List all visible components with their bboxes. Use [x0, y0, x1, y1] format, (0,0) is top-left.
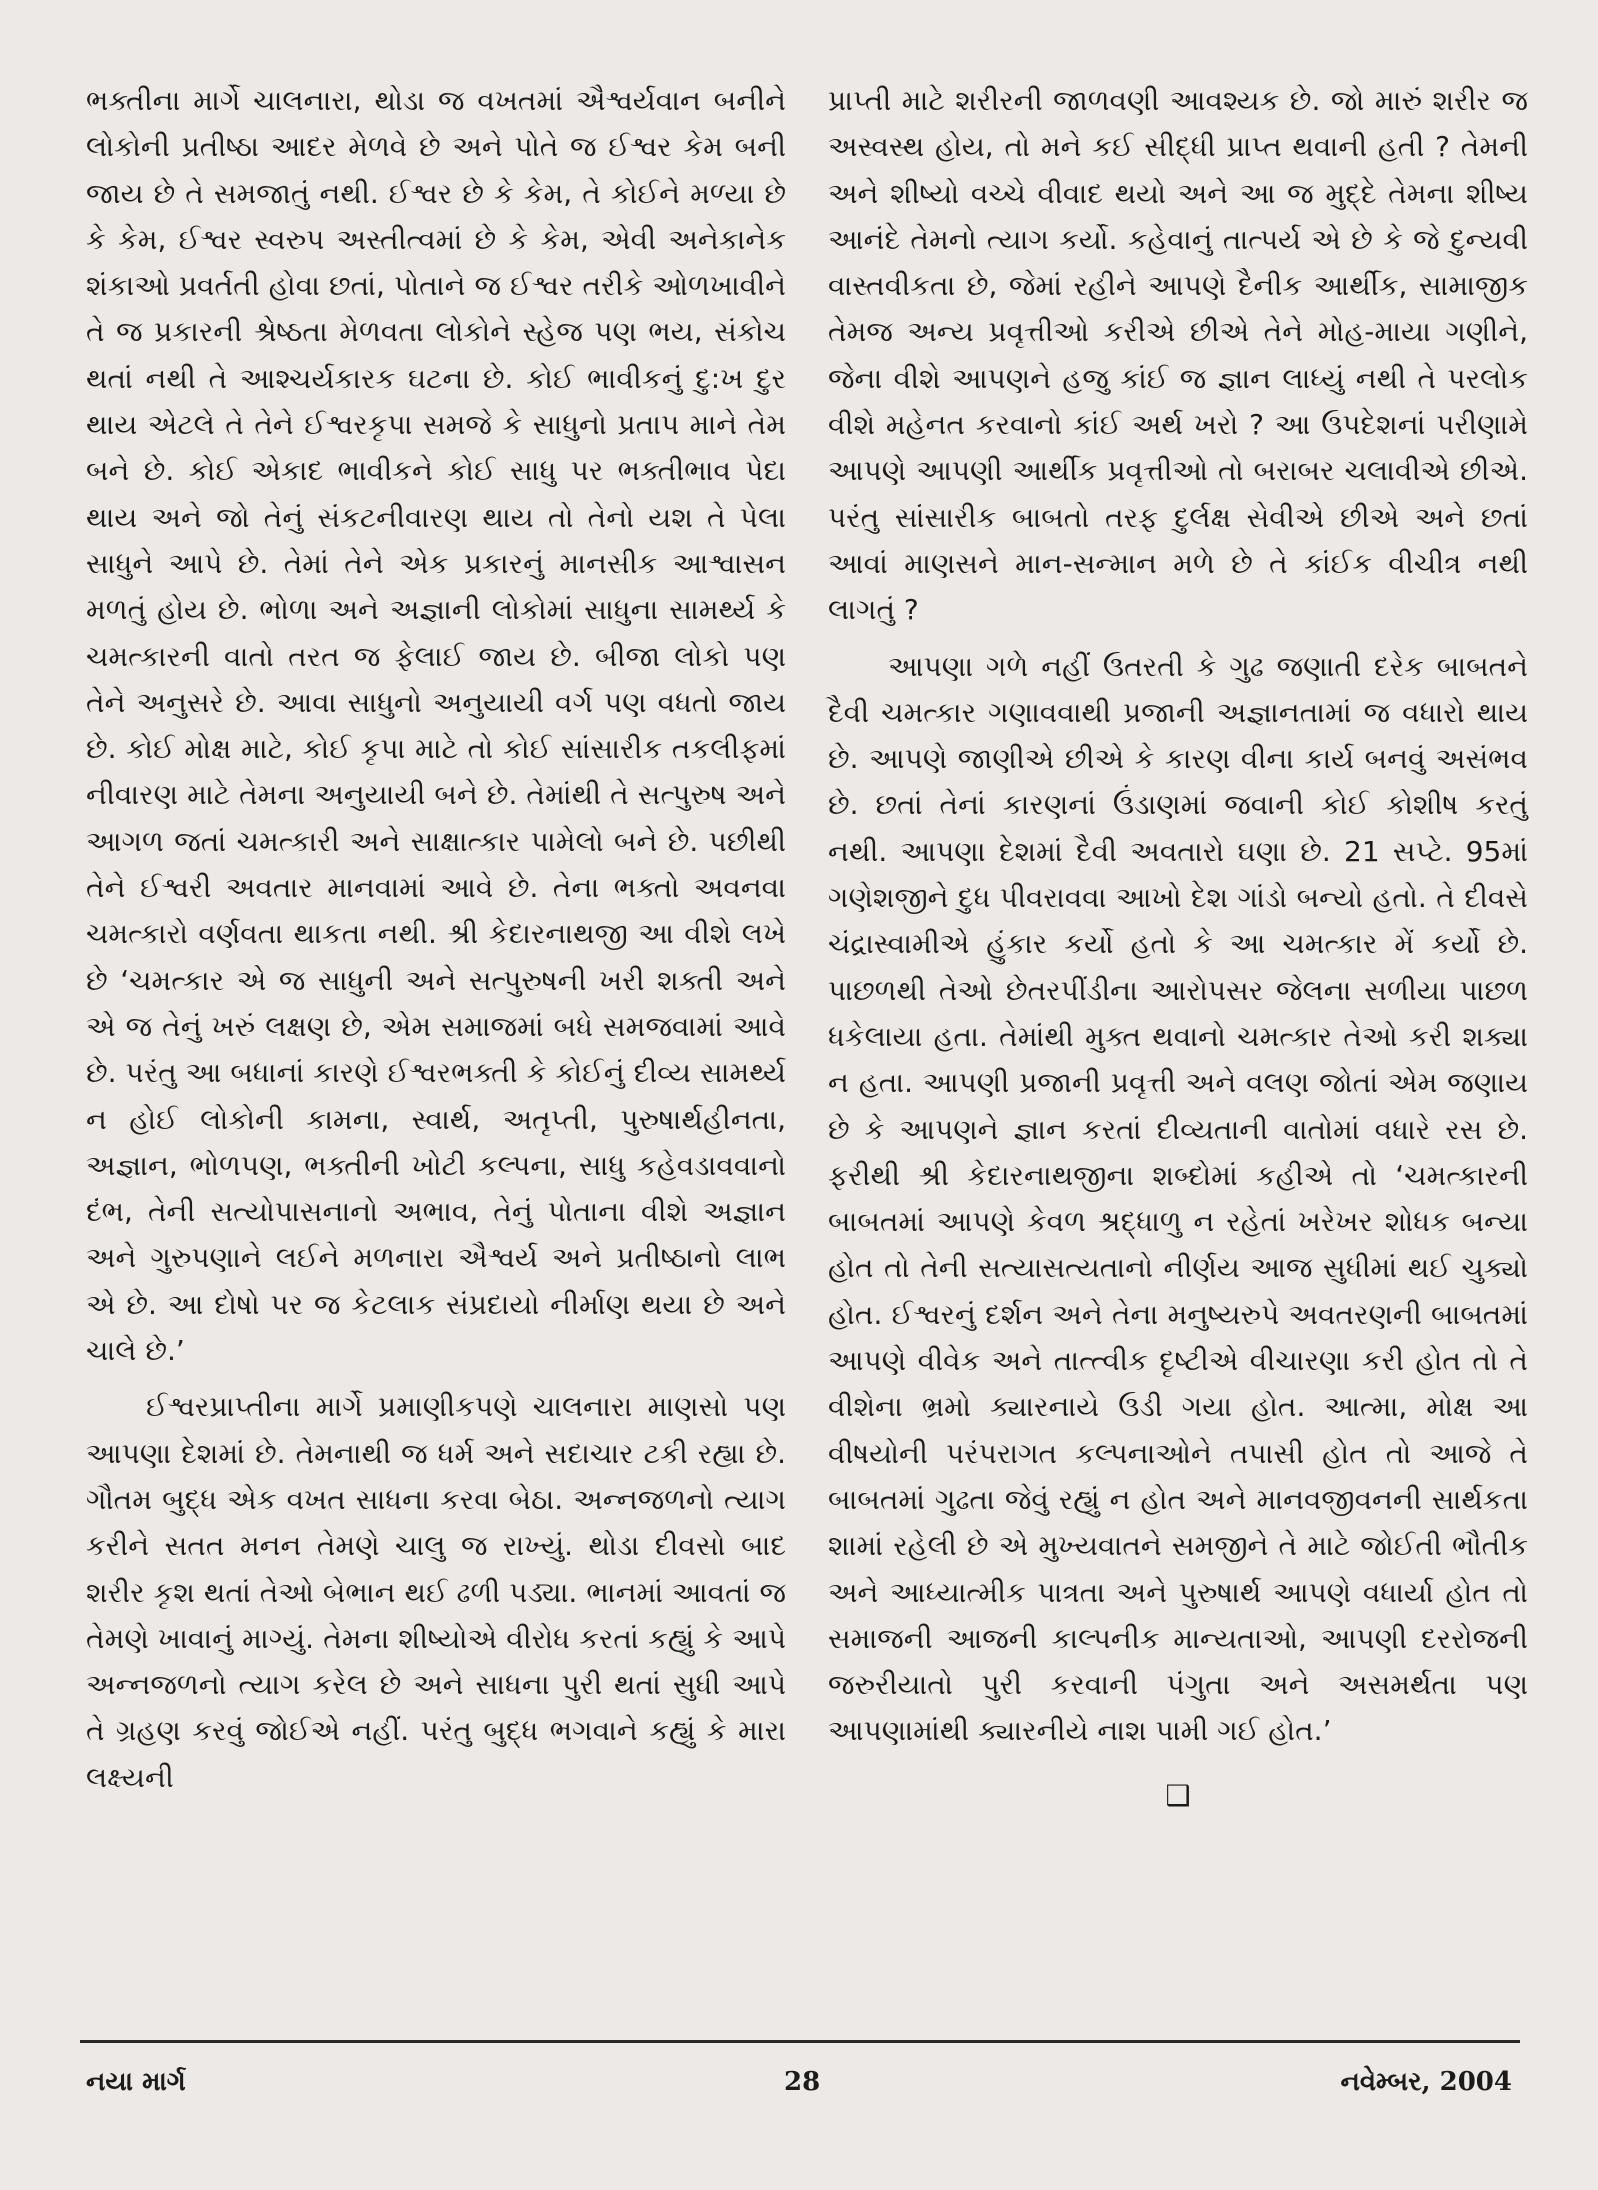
page-number: 28 — [784, 2067, 821, 2097]
magazine-name: નયા માર્ગ — [86, 2067, 186, 2097]
column-right — [828, 78, 1528, 1819]
paragraph: ભક્તીના માર્ગે ચાલનારા, થોડા જ વખતમાં ઐશ્વર્યવાન બનીને લોકોની પ્રતીષ્ઠા આદર મેળવે છે અને પોતે જ ઈશ્વર કેમ બની જાય છે તે સમજાતું નથી. ઈશ્વર છે કે કેમ, તે કોઈને મળ્યા છે કે કેમ, ઈશ્વર સ્વરુપ અસ્તીત્વમાં છે કે કેમ, એવી અનેકાનેક શંકાઓ પ્રવર્તતી હોવા છતાં, પોતાને જ ઈશ્વર તરીકે ઓળખાવીને તે જ પ્રકારની શ્રેષ્ઠતા મેળવતા લોકોને સ્હેજ પણ ભય, સંકોચ થતાં નથી તે આશ્ચર્યકારક ઘટના છે. કોઈ ભાવીકનું દુ:ખ દુર થાય એટલે તે તેને ઈશ્વરકૃપા સમજે કે સાધુનો પ્રતાપ માને તેમ બને છે. કોઈ એકાદ ભાવીકને કોઈ સાધુ પર ભક્તીભાવ પેદા થાય અને જો તેનું સંકટનીવારણ થાય તો તેનો યશ તે પેલા સાધુને આપે છે. તેમાં તેને એક પ્રકારનું માનસીક આશ્વાસન મળતું હોય છે. ભોળા અને અજ્ઞાની લોકોમાં સાધુના સામર્થ્ય કે ચમત્કારની વાતો તરત જ ફેલાઈ જાય છે. બીજા લોકો પણ તેને અનુસરે છે. આવા સાધુનો અનુયાયી વર્ગ પણ વધતો જાય છે. કોઈ મોક્ષ માટે, કોઈ કૃપા માટે તો કોઈ સાંસારીક તકલીફમાં નીવારણ માટે તેમના અનુયાયી બને છે. તેમાંથી તે સત્પુરુષ અને આગળ જતાં ચમત્કારી અને સાક્ષાત્કાર પામેલો બને છે. પછીથી તેને ઈશ્વરી અવતાર માનવામાં આવે છે. તેના ભક્તો અવનવા ચમત્કારો વર્ણવતા થાકતા નથી. શ્રી કેદારનાથજી આ વીશે લખે છે ‘ચમત્કાર એ જ સાધુની અને સત્પુરુષની ખરી શક્તી અને એ જ તેનું ખરું લક્ષણ છે, એમ સમાજમાં બધે સમજવામાં આવે છે. પરંતુ આ બધાનાં કારણે ઈશ્વરભક્તી કે કોઈનું દીવ્ય સામર્થ્ય ન હોઈ લોકોની કામના, સ્વાર્થ, અતૃપ્તી, પુરુષાર્થહીનતા, અજ્ઞાન, ભોળપણ, ભક્તીની ખોટી કલ્પના, સાધુ કહેવડાવવાનો દંભ, તેની સત્યોપાસનાનો અભાવ, તેનું પોતાના વીશે અજ્ઞાન અને ગુરુપણાને લઈને મળનારા ઐશ્વર્ય અને પ્રતીષ્ઠાનો લાભ એ છે. આ દોષો પર જ કેટલાક સંપ્રદાયો નીર્માણ થયા છે અને ચાલે છે.’ — [86, 84, 786, 1368]
issue-date: નવેમ્બર, 2004 — [1340, 2067, 1512, 2097]
footer-divider — [80, 2040, 1520, 2043]
column-left — [86, 78, 786, 1801]
paragraph: પ્રાપ્તી માટે શરીરની જાળવણી આવશ્યક છે. જો મારું શરીર જ અસ્વસ્થ હોય, તો મને કઈ સીદ્ધી પ્રાપ્ત થવાની હતી ? તેમની અને શીષ્યો વચ્ચે વીવાદ થયો અને આ જ મુદ્દે તેમના શીષ્ય આનંદે તેમનો ત્યાગ કર્યો. કહેવાનું તાત્પર્ય એ છે કે જે દુન્યવી વાસ્તવીકતા છે, જેમાં રહીને આપણે દૈનીક આર્થીક, સામાજીક તેમજ અન્ય પ્રવૃત્તીઓ કરીએ છીએ તેને મોહ-માયા ગણીને, જેના વીશે આપણને હજુ કાંઈ જ જ્ઞાન લાધ્યું નથી તે પરલોક વીશે મહેનત કરવાનો કાંઈ અર્થ ખરો ? આ ઉપદેશનાં પરીણામે આપણે આપણી આર્થીક પ્રવૃત્તીઓ તો બરાબર ચલાવીએ છીએ. પરંતુ સાંસારીક બાબતો તરફ દુર્લક્ષ સેવીએ છીએ અને છતાં આવાં માણસને માન-સન્માન મળે છે તે કાંઈક વીચીત્ર નથી લાગતું ? — [828, 84, 1528, 627]
paragraph: આપણા ગળે નહીં ઉતરતી કે ગુઢ જણાતી દરેક બાબતને દૈવી ચમત્કાર ગણાવવાથી પ્રજાની અજ્ઞાનતામાં જ વધારો થાય છે. આપણે જાણીએ છીએ કે કારણ વીના કાર્ય બનવું અસંભવ છે. છતાં તેનાં કારણનાં ઉંડાણમાં જવાની કોઈ કોશીષ કરતું નથી. આપણા દેશમાં દૈવી અવતારો ઘણા છે. 21 સપ્ટે. 95માં ગણેશજીને દુધ પીવરાવવા આખો દેશ ગાંડો બન્યો હતો. તે દીવસે ચંદ્રાસ્વામીએ હુંકાર કર્યો હતો કે આ ચમત્કાર મેં કર્યો છે. પાછળથી તેઓ છેતરપીંડીના આરોપસર જેલના સળીયા પાછળ ધકેલાયા હતા. તેમાંથી મુક્ત થવાનો ચમત્કાર તેઓ કરી શક્યા ન હતા. આપણી પ્રજાની પ્રવૃત્તી અને વલણ જોતાં એમ જણાય છે કે આપણને જ્ઞાન કરતાં દીવ્યતાની વાતોમાં વધારે રસ છે. ફરીથી શ્રી કેદારનાથજીના શબ્દોમાં કહીએ તો ‘ચમત્કારની બાબતમાં આપણે કેવળ શ્રદ્ધાળુ ન રહેતાં ખરેખર શોધક બન્યા હોત તો તેની સત્યાસત્યતાનો નીર્ણય આજ સુધીમાં થઈ ચુક્યો હોત. ઈશ્વરનું દર્શન અને તેના મનુષ્યરુપે અવતરણની બાબતમાં આપણે વીવેક અને તાત્ત્વીક દૃષ્ટીએ વીચારણા કરી હોત તો તે વીશેના ભ્રમો ક્યારનાયે ઉડી ગયા હોત. આત્મા, મોક્ષ આ વીષયોની પરંપરાગત કલ્પનાઓને તપાસી હોત તો આજે તે બાબતમાં ગુઢતા જેવું રહ્યું ન હોત અને માનવજીવનની સાર્થકતા શામાં રહેલી છે એ મુખ્યવાતને સમજીને તે માટે જોઈતી ભૌતીક અને આધ્યાત્મીક પાત્રતા અને પુરુષાર્થ આપણે વધાર્યા હોત તો સમાજની આજની કાલ્પનીક માન્યતાઓ, આપણી દરરોજની જરુરીયાતો પુરી કરવાની પંગુતા અને અસમર્થતા પણ આપણામાંથી ક્યારનીયે નાશ પામી ગઈ હોત.’ — [828, 649, 1528, 1748]
end-of-article-mark: ❑ — [1165, 1778, 1191, 1812]
paragraph: ઈશ્વરપ્રાપ્તીના માર્ગે પ્રમાણીકપણે ચાલનારા માણસો પણ આપણા દેશમાં છે. તેમનાથી જ ધર્મ અને સદાચાર ટકી રહ્યા છે. ગૌતમ બુદ્ધ એક વખત સાધના કરવા બેઠા. અન્નજળનો ત્યાગ કરીને સતત મનન તેમણે ચાલુ જ રાખ્યું. થોડા દીવસો બાદ શરીર કૃશ થતાં તેઓ બેભાન થઈ ઢળી પડ્યા. ભાનમાં આવતાં જ તેમણે ખાવાનું માગ્યું. તેમના શીષ્યોએ વીરોધ કરતાં કહ્યું કે આપે અન્નજળનો ત્યાગ કરેલ છે અને સાધના પુરી થતાં સુધી આપે તે ગ્રહણ કરવું જોઈએ નહીં. પરંતુ બુદ્ધ ભગવાને કહ્યું કે મારા લક્ષ્યની — [86, 1390, 787, 1794]
